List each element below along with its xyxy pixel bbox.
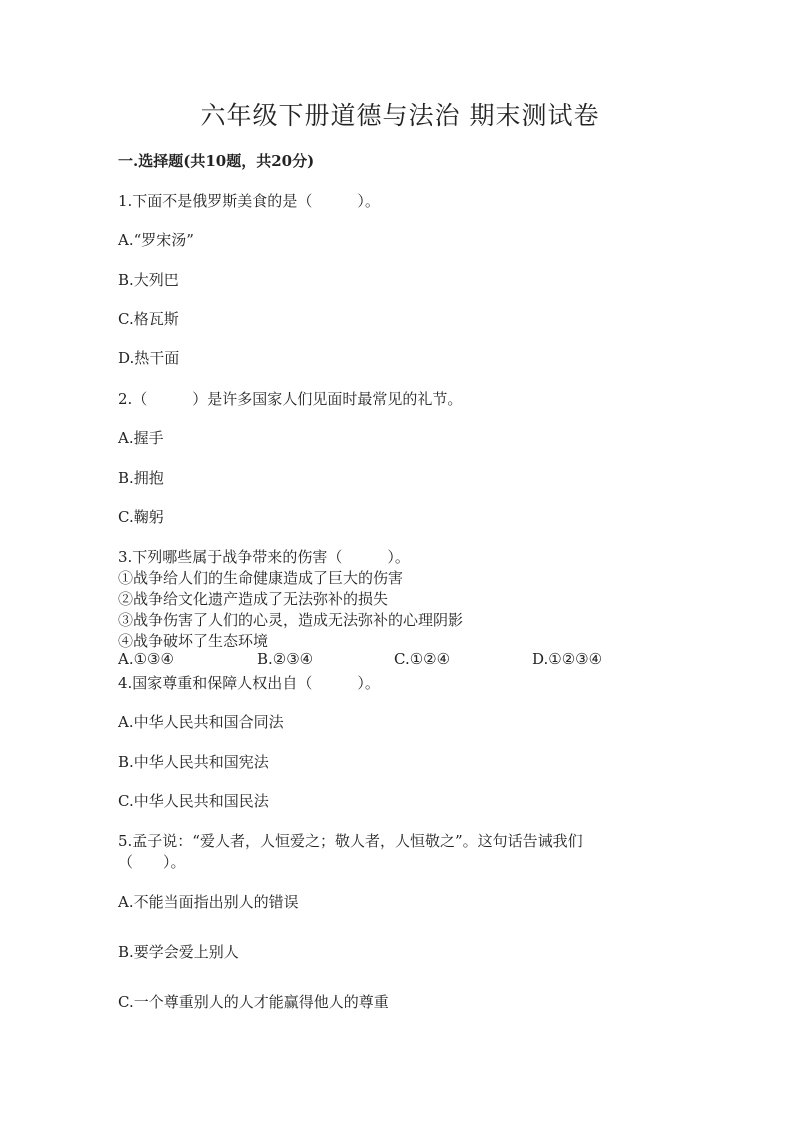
section-heading: 一.选择题(共10题，共20分) xyxy=(118,152,315,170)
question-4-option-a: A.中华人民共和国合同法 xyxy=(118,713,284,731)
question-4-option-c: C.中华人民共和国民法 xyxy=(118,792,269,810)
question-2-option-c: C.鞠躬 xyxy=(118,508,164,526)
question-1-stem: 1.下面不是俄罗斯美食的是（ ）。 xyxy=(118,192,380,210)
question-2-option-a: A.握手 xyxy=(118,429,164,447)
question-3-stem: 3.下列哪些属于战争带来的伤害（ ）。 xyxy=(118,548,410,566)
question-5-option-a: A.不能当面指出别人的错误 xyxy=(118,893,299,911)
question-5-option-c: C.一个尊重别人的人才能赢得他人的尊重 xyxy=(118,993,389,1011)
question-3-statement-1: ①战争给人们的生命健康造成了巨大的伤害 xyxy=(118,569,404,587)
question-3-statement-4: ④战争破坏了生态环境 xyxy=(118,632,269,650)
question-1-option-a: A.“罗宋汤” xyxy=(118,231,194,249)
question-4-stem: 4.国家尊重和保障人权出自（ ）。 xyxy=(118,674,380,692)
question-2-option-b: B.拥抱 xyxy=(118,469,164,487)
question-5-stem-line-2: （ ）。 xyxy=(118,853,186,871)
question-1-option-b: B.大列巴 xyxy=(118,271,179,289)
page-title: 六年级下册道德与法治 期末测试卷 xyxy=(200,101,600,130)
question-4-option-b: B.中华人民共和国宪法 xyxy=(118,753,269,771)
question-3-option-d: D.①②③④ xyxy=(532,650,603,668)
question-5-stem-line-1: 5.孟子说：“爱人者，人恒爱之；敬人者，人恒敬之”。这句话告诫我们 xyxy=(118,832,583,850)
question-2-stem: 2.（ ）是许多国家人们见面时最常见的礼节。 xyxy=(118,390,463,408)
question-3-options xyxy=(118,650,638,670)
question-5-option-b: B.要学会爱上别人 xyxy=(118,943,239,961)
question-3-statement-3: ③战争伤害了人们的心灵，造成无法弥补的心理阴影 xyxy=(118,611,464,629)
question-3-option-c: C.①②④ xyxy=(394,650,451,668)
question-1-option-d: D.热干面 xyxy=(118,349,180,367)
question-1-option-c: C.格瓦斯 xyxy=(118,310,179,328)
question-3-statement-2: ②战争给文化遗产造成了无法弥补的损失 xyxy=(118,590,389,608)
question-3-option-b: B.②③④ xyxy=(257,650,314,668)
question-3-option-a: A.①③④ xyxy=(118,650,174,668)
